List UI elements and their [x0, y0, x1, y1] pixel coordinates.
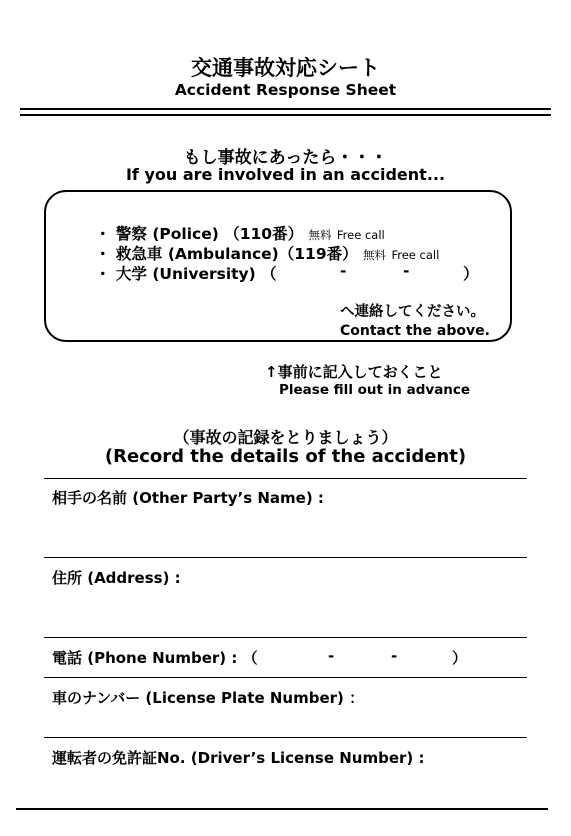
phone-close: ）: [452, 649, 468, 667]
contact-police: [95, 222, 385, 244]
drivers-license-label: 運転者の免許証No. (Driver’s License Number) :: [52, 749, 425, 767]
field-divider: [44, 478, 527, 479]
field-divider: [44, 557, 527, 558]
phone-dash-2: -: [391, 647, 398, 665]
phone-number-label: 電話 (Phone Number) : （: [52, 649, 258, 667]
intro-japanese: もし事故にあったら・・・: [183, 148, 388, 168]
university-label: 大学 (University) （: [115, 265, 277, 283]
address-label: 住所 (Address) :: [52, 569, 181, 587]
police-label: 警察 (Police) （110番）: [115, 225, 304, 243]
title-english: Accident Response Sheet: [174, 81, 397, 99]
contact-instruction-ja: へ連絡してください。: [340, 304, 485, 320]
free-label-ja: 無料: [363, 248, 387, 262]
contact-instruction-en: Contact the above.: [340, 323, 490, 339]
fill-in-advance-en: Please fill out in advance: [279, 382, 471, 398]
free-call-label: Free call: [336, 228, 385, 242]
bottom-divider: [16, 808, 548, 810]
university-phone-dash-1: -: [340, 262, 347, 280]
license-plate-label: 車のナンバー (License Plate Number) ：: [52, 689, 365, 707]
contact-university: [95, 262, 277, 284]
university-phone-close: ）: [463, 265, 479, 283]
phone-dash-1: -: [328, 647, 335, 665]
header-divider-top: [20, 108, 551, 110]
record-heading-ja: （事故の記録をとりましょう）: [173, 428, 398, 447]
free-label-ja: 無料: [308, 228, 332, 242]
bullet: ・: [95, 245, 111, 263]
header-divider-bottom: [20, 114, 551, 116]
other-party-name-label: 相手の名前 (Other Party’s Name) :: [52, 489, 324, 507]
bullet: ・: [95, 225, 111, 243]
field-divider: [44, 637, 527, 638]
university-phone-dash-2: -: [403, 262, 410, 280]
bullet: ・: [95, 265, 111, 283]
ambulance-label: 救急車 (Ambulance)（119番）: [115, 245, 358, 263]
intro-english: If you are involved in an accident...: [125, 165, 446, 184]
field-divider: [44, 737, 527, 738]
free-call-label: Free call: [391, 248, 440, 262]
fill-in-advance-ja: ↑事前に記入しておくこと: [265, 363, 443, 381]
record-heading-en: (Record the details of the accident): [104, 446, 467, 467]
field-divider: [44, 677, 527, 678]
title-japanese: 交通事故対応シート: [191, 56, 380, 80]
contact-ambulance: [95, 242, 439, 264]
